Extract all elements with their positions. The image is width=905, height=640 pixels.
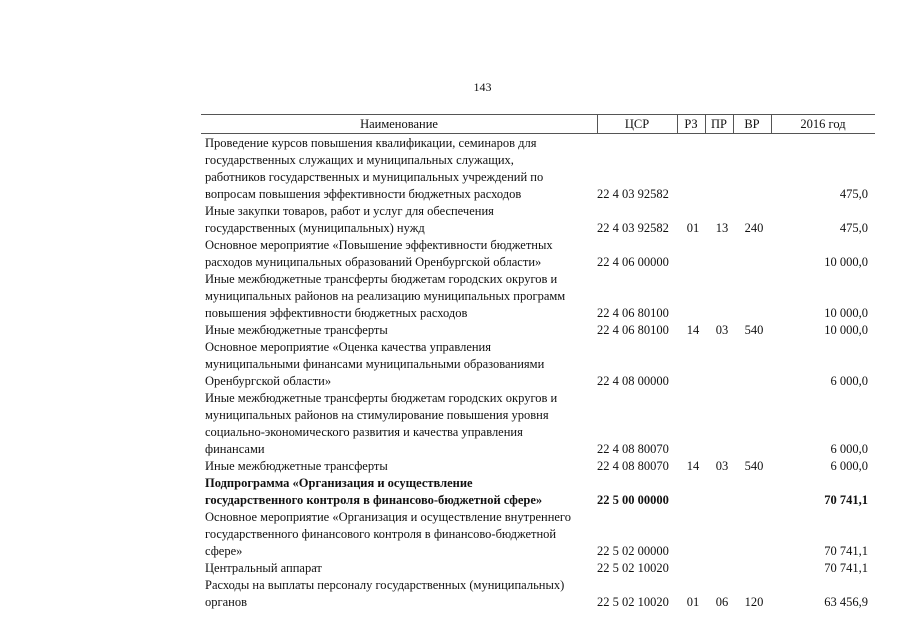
budget-table-body <box>0 135 905 611</box>
row-name-line: расходов муниципальных образований Оренбургской области» <box>205 255 542 269</box>
table-row <box>0 475 905 509</box>
row-amount: 63 456,9 <box>824 595 868 609</box>
row-csr: 22 5 02 10020 <box>597 595 669 609</box>
row-name-line: финансами <box>205 442 265 456</box>
row-name-line: Расходы на выплаты персоналу государственных (муниципальных) <box>205 578 565 592</box>
row-name-line: Иные межбюджетные трансферты <box>205 323 388 337</box>
table-row <box>0 577 905 611</box>
row-pr: 13 <box>715 221 729 235</box>
header-name: Наименование <box>360 117 438 131</box>
header-pr: ПР <box>711 117 727 131</box>
row-name-line: муниципальных районов на стимулирование повышения уровня <box>205 408 549 422</box>
row-csr: 22 4 08 80070 <box>597 442 669 456</box>
row-name <box>205 203 590 237</box>
row-amount: 70 741,1 <box>824 544 868 558</box>
row-csr: 22 4 06 00000 <box>597 255 669 269</box>
row-name-line: работников государственных и муниципальных учреждений по <box>205 170 544 184</box>
row-name <box>205 271 590 322</box>
row-name <box>205 322 590 339</box>
row-name-line: Основное мероприятие «Организация и осуществление внутреннего <box>205 510 571 524</box>
table-row <box>0 339 905 390</box>
row-amount: 70 741,1 <box>824 561 868 575</box>
row-rz: 01 <box>686 595 700 609</box>
row-amount: 475,0 <box>839 187 868 201</box>
row-name-line: Иные межбюджетные трансферты бюджетам городских округов и <box>205 391 558 405</box>
row-name <box>205 237 590 271</box>
row-amount: 6 000,0 <box>830 442 868 456</box>
row-amount: 70 741,1 <box>824 493 868 507</box>
table-row <box>0 390 905 458</box>
row-csr: 22 4 06 80100 <box>597 323 669 337</box>
row-name-line: органов <box>205 595 248 609</box>
row-csr: 22 5 02 00000 <box>597 544 669 558</box>
row-amount: 475,0 <box>839 221 868 235</box>
row-name-line: государственных служащих и муниципальных служащих, <box>205 153 514 167</box>
row-amount: 6 000,0 <box>830 459 868 473</box>
row-name <box>205 458 590 475</box>
row-name-line: Иные закупки товаров, работ и услуг для обеспечения <box>205 204 494 218</box>
row-name-line: Оренбургской области» <box>205 374 332 388</box>
page-number: 143 <box>473 80 492 94</box>
row-csr: 22 4 03 92582 <box>597 187 669 201</box>
row-name-line: социально-экономического развития и качества управления <box>205 425 523 439</box>
row-name-line: государственного контроля в финансово-бюджетной сфере» <box>205 493 543 507</box>
row-amount: 6 000,0 <box>830 374 868 388</box>
row-csr: 22 5 00 00000 <box>597 493 669 507</box>
header-rz: РЗ <box>684 117 698 131</box>
header-csr: ЦСР <box>624 117 650 131</box>
header-year: 2016 год <box>800 117 846 131</box>
row-pr: 06 <box>715 595 729 609</box>
row-rz: 01 <box>686 221 700 235</box>
row-amount: 10 000,0 <box>824 323 868 337</box>
table-header <box>201 114 875 134</box>
row-name-line: Центральный аппарат <box>205 561 322 575</box>
row-vr: 540 <box>744 459 764 473</box>
row-pr: 03 <box>715 459 729 473</box>
row-name-line: Проведение курсов повышения квалификации, семинаров для <box>205 136 537 150</box>
row-rz: 14 <box>686 459 700 473</box>
row-name-line: Основное мероприятие «Оценка качества управления <box>205 340 491 354</box>
row-name-line: Основное мероприятие «Повышение эффективности бюджетных <box>205 238 553 252</box>
row-vr: 120 <box>744 595 764 609</box>
row-name-line: Иные межбюджетные трансферты бюджетам городских округов и <box>205 272 558 286</box>
row-name-line: муниципальных районов на реализацию муниципальных программ <box>205 289 566 303</box>
row-name-line: повышения эффективности бюджетных расходов <box>205 306 468 320</box>
row-vr: 540 <box>744 323 764 337</box>
table-row <box>0 322 905 339</box>
table-row <box>0 203 905 237</box>
row-name-line: Подпрограмма «Организация и осуществление <box>205 476 473 490</box>
row-vr: 240 <box>744 221 764 235</box>
row-csr: 22 4 03 92582 <box>597 221 669 235</box>
row-name <box>205 577 590 611</box>
row-name-line: сфере» <box>205 544 243 558</box>
row-csr: 22 5 02 10020 <box>597 561 669 575</box>
table-row <box>0 237 905 271</box>
row-name <box>205 390 590 458</box>
row-name-line: Иные межбюджетные трансферты <box>205 459 388 473</box>
row-name <box>205 339 590 390</box>
row-name-line: государственных (муниципальных) нужд <box>205 221 425 235</box>
row-name-line: муниципальными финансами муниципальными образованиями <box>205 357 545 371</box>
table-row <box>0 509 905 560</box>
row-name <box>205 475 590 509</box>
row-csr: 22 4 08 00000 <box>597 374 669 388</box>
table-row <box>0 135 905 203</box>
row-amount: 10 000,0 <box>824 255 868 269</box>
row-amount: 10 000,0 <box>824 306 868 320</box>
row-name <box>205 560 590 577</box>
table-row <box>0 560 905 577</box>
header-vr: ВР <box>744 117 760 131</box>
row-name <box>205 509 590 560</box>
row-csr: 22 4 06 80100 <box>597 306 669 320</box>
table-row <box>0 271 905 322</box>
row-name-line: государственного финансового контроля в финансово-бюджетной <box>205 527 557 541</box>
row-name <box>205 135 590 203</box>
table-row <box>0 458 905 475</box>
row-rz: 14 <box>686 323 700 337</box>
row-pr: 03 <box>715 323 729 337</box>
row-name-line: вопросам повышения эффективности бюджетных расходов <box>205 187 522 201</box>
row-csr: 22 4 08 80070 <box>597 459 669 473</box>
